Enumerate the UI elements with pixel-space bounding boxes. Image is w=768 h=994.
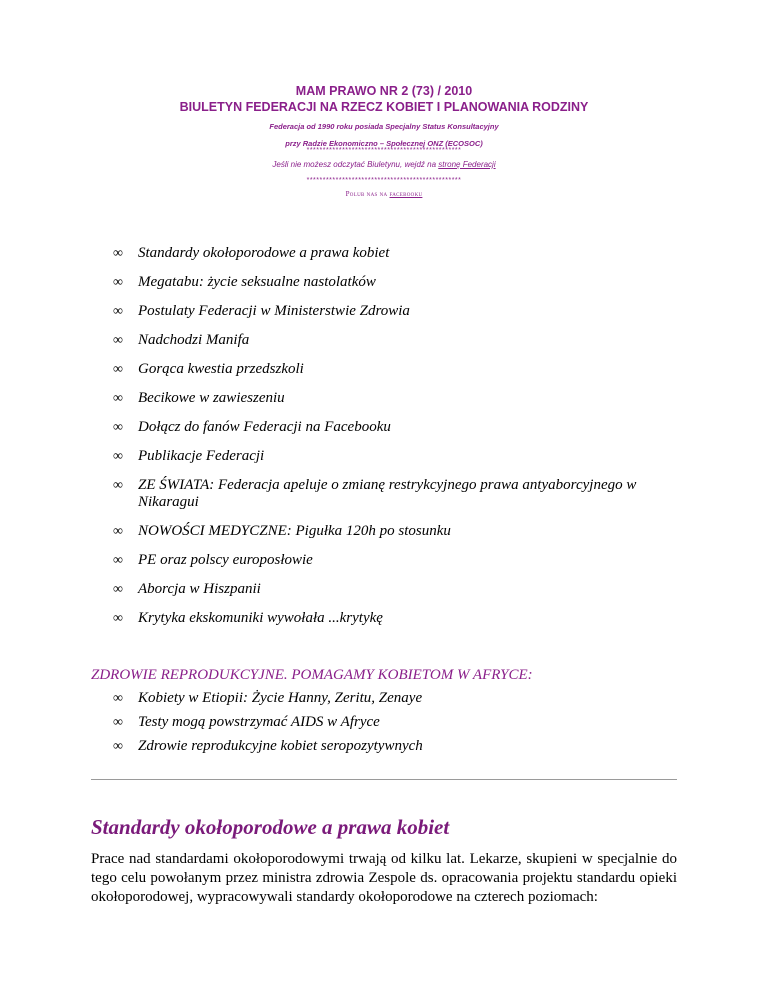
toc-item[interactable] [113, 419, 673, 436]
toc-item-label: Becikowe w zawieszeniu [138, 390, 285, 406]
stars-divider: ************************************************ [306, 147, 462, 154]
toc-item[interactable] [113, 361, 673, 378]
toc-item[interactable] [113, 690, 673, 707]
infinity-bullet-icon: ∞ [113, 478, 123, 493]
toc-item[interactable] [113, 738, 673, 755]
toc-item[interactable] [113, 714, 673, 731]
toc-item-label: Publikacje Federacji [138, 448, 265, 464]
toc-item[interactable] [113, 303, 673, 320]
infinity-bullet-icon: ∞ [113, 524, 123, 539]
infinity-bullet-icon: ∞ [113, 582, 123, 597]
infinity-bullet-icon: ∞ [113, 691, 123, 706]
toc-item-label: Gorąca kwestia przedszkoli [138, 361, 304, 377]
toc-item[interactable] [113, 610, 673, 627]
horizontal-rule [91, 779, 677, 780]
toc-item-label: Aborcja w Hiszpanii [138, 581, 261, 597]
toc-item[interactable] [113, 332, 673, 349]
infinity-bullet-icon: ∞ [113, 553, 123, 568]
infinity-bullet-icon: ∞ [113, 739, 123, 754]
infinity-bullet-icon: ∞ [113, 420, 123, 435]
toc-item-label: Postulaty Federacji w Ministerstwie Zdrowia [138, 303, 410, 319]
stars-divider-2: ************************************************ [306, 177, 462, 184]
africa-section-list [113, 690, 673, 762]
status-line-2: przy Radzie Ekonomiczno – Społecznej ONZ (ECOSOC) [285, 139, 483, 148]
read-online-note [0, 160, 768, 169]
infinity-bullet-icon: ∞ [113, 611, 123, 626]
toc-item-label: Kobiety w Etiopii: Życie Hanny, Zeritu, Zenaye [138, 690, 423, 706]
article-body: Prace nad standardami okołoporodowymi trwają od kilku lat. Lekarze, skupieni w specjalnie do tego celu powołanym przez ministra zdrowia Zespole ds. opracowania projektu standardu opieki okołoporodowej, wypracowywali standardy okołoporodowe na czterech poziomach: [91, 851, 677, 905]
toc-item-label: NOWOŚCI MEDYCZNE: Pigułka 120h po stosunku [138, 523, 451, 539]
like-text: Polub nas na [345, 190, 390, 198]
toc-item[interactable] [113, 477, 673, 511]
toc-item[interactable] [113, 390, 673, 407]
infinity-bullet-icon: ∞ [113, 715, 123, 730]
facebook-like-line [0, 190, 768, 198]
infinity-bullet-icon: ∞ [113, 449, 123, 464]
toc-item[interactable] [113, 274, 673, 291]
federation-site-link[interactable]: stronę Federacji [438, 160, 496, 169]
toc-item-label: Testy mogą powstrzymać AIDS w Afryce [138, 714, 380, 730]
toc-item[interactable] [113, 581, 673, 598]
bulletin-subtitle: BIULETYN FEDERACJI NA RZECZ KOBIET I PLANOWANIA RODZINY [179, 100, 589, 114]
status-line-1: Federacja od 1990 roku posiada Specjalny Status Konsultacyjny [269, 122, 499, 131]
toc-item-label: ZE ŚWIATA: Federacja apeluje o zmianę restrykcyjnego prawa antyaborcyjnego w Nikaragui [138, 477, 637, 510]
toc-item[interactable] [113, 552, 673, 569]
toc-item-label: Standardy okołoporodowe a prawa kobiet [138, 245, 390, 261]
toc-item-label: Megatabu: życie seksualne nastolatków [138, 274, 376, 290]
article-title: Standardy okołoporodowe a prawa kobiet [91, 815, 450, 839]
toc-item-label: Krytyka ekskomuniki wywołała ...krytykę [138, 610, 383, 626]
infinity-bullet-icon: ∞ [113, 275, 123, 290]
toc-item-label: PE oraz polscy europosłowie [138, 552, 313, 568]
toc-item-label: Nadchodzi Manifa [138, 332, 250, 348]
toc-item[interactable] [113, 523, 673, 540]
toc-item[interactable] [113, 245, 673, 262]
table-of-contents [113, 245, 673, 639]
toc-item-label: Zdrowie reprodukcyjne kobiet seropozytywnych [138, 738, 423, 754]
infinity-bullet-icon: ∞ [113, 246, 123, 261]
read-online-text: Jeśli nie możesz odczytać Biuletynu, wejdź na [272, 160, 439, 169]
infinity-bullet-icon: ∞ [113, 391, 123, 406]
infinity-bullet-icon: ∞ [113, 304, 123, 319]
bulletin-issue-title: MAM PRAWO NR 2 (73) / 2010 [295, 84, 473, 98]
africa-section-heading: ZDROWIE REPRODUKCYJNE. POMAGAMY KOBIETOM W AFRYCE: [91, 667, 533, 683]
infinity-bullet-icon: ∞ [113, 333, 123, 348]
facebook-link[interactable]: facebooku [389, 190, 423, 198]
toc-item-label: Dołącz do fanów Federacji na Facebooku [138, 419, 391, 435]
toc-item[interactable] [113, 448, 673, 465]
infinity-bullet-icon: ∞ [113, 362, 123, 377]
